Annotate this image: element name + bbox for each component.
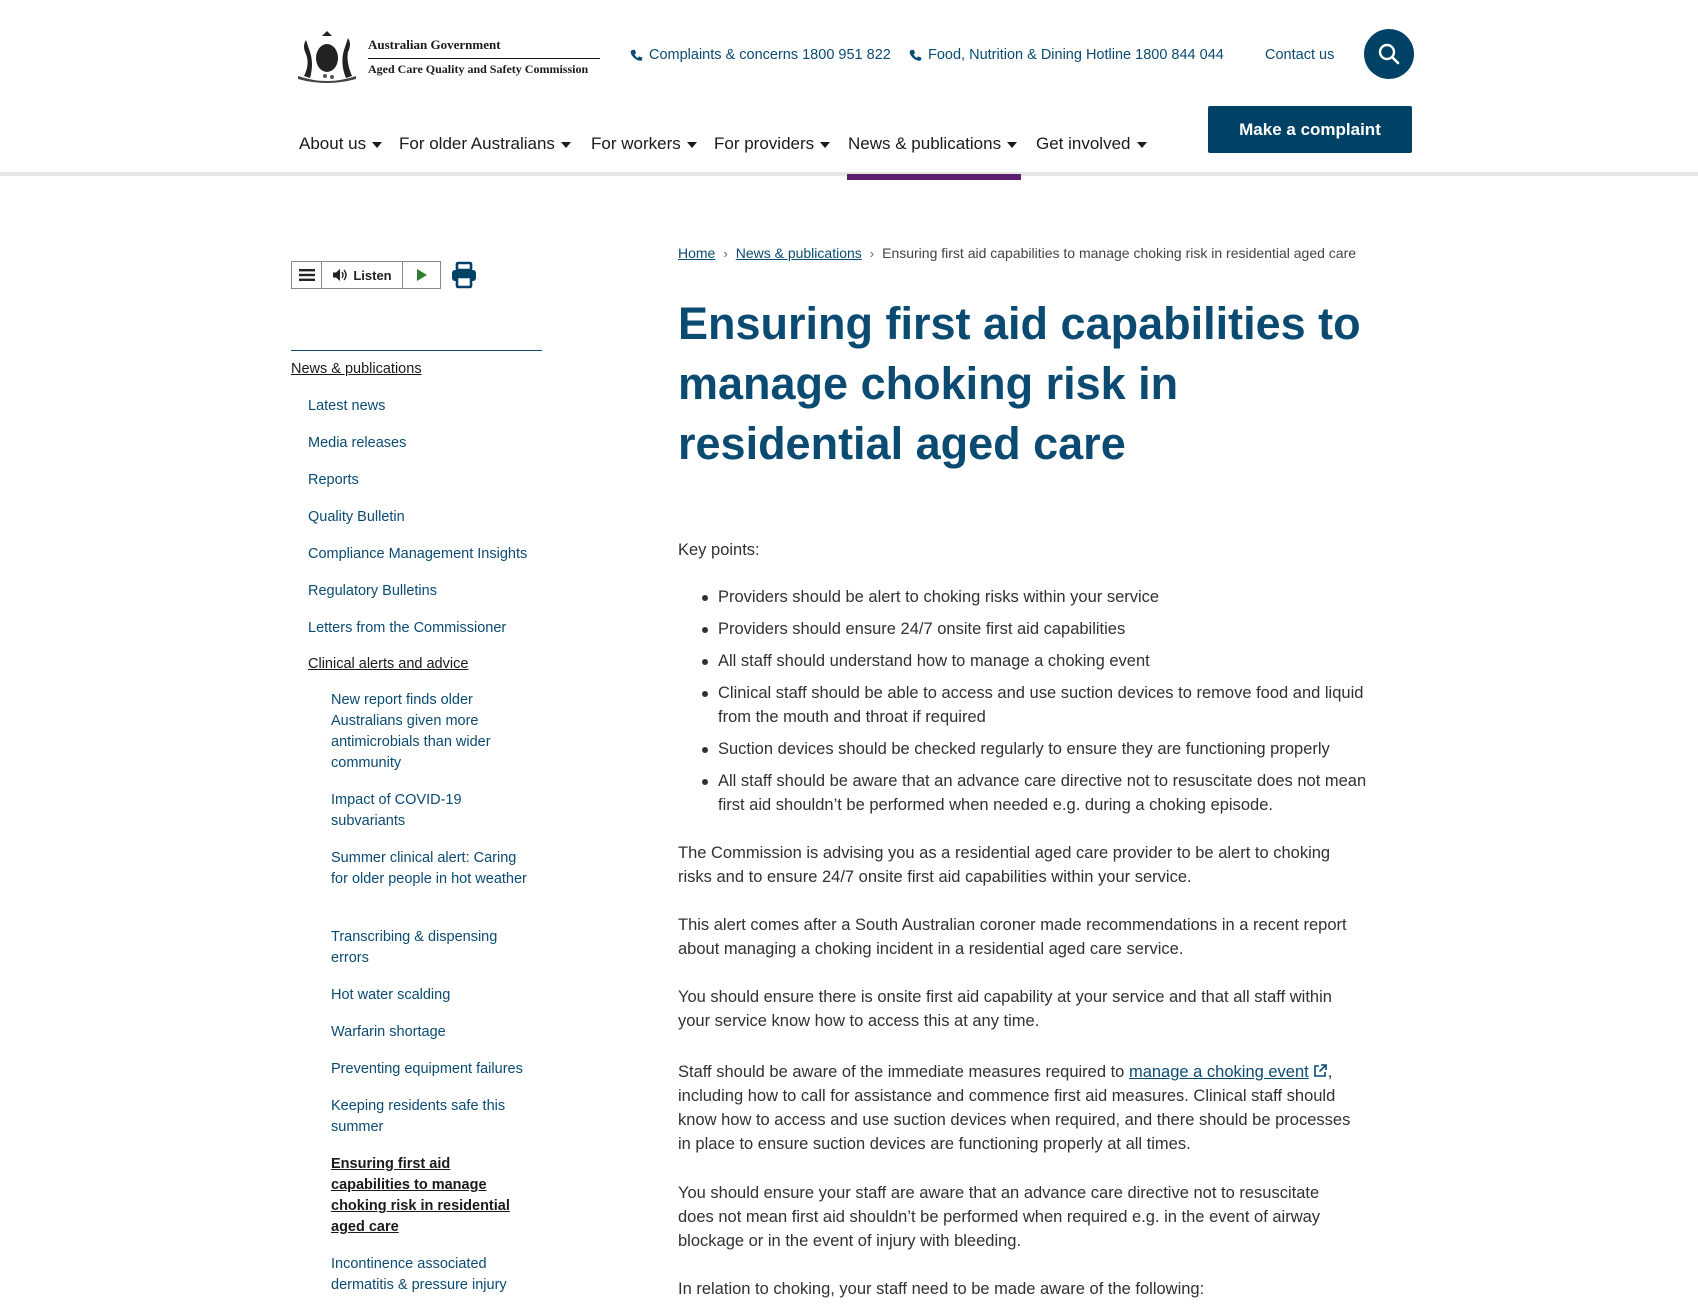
sidenav-subitem[interactable]: Impact of COVID-19 subvariants [331,792,462,829]
sidenav-item[interactable]: Media releases [308,435,407,451]
caret-down-icon [820,142,830,148]
listen-label: Listen [353,267,392,283]
nav-for-older-australians[interactable] [399,134,571,154]
caret-down-icon [561,142,571,148]
sidenav-subitem[interactable]: Transcribing & dispensing errors [331,929,498,966]
sidenav-divider [291,350,542,351]
paragraph [678,1060,1358,1156]
search-icon [1378,43,1400,65]
sidenav-item[interactable]: Letters from the Commissioner [308,620,507,636]
sidenav-item[interactable]: Quality Bulletin [308,509,405,525]
nav-get-involved[interactable] [1036,134,1147,154]
key-points-label: Key points: [678,541,760,559]
sidenav-subitem[interactable]: New report finds older Australians given more antimicrobials than wider community [331,692,491,771]
caret-down-icon [1007,142,1017,148]
page-title: Ensuring first aid capabilities to manage choking risk in residential aged care [678,298,1361,469]
nav-active-indicator [847,174,1021,180]
nav-label: For workers [591,134,681,153]
paragraph: You should ensure there is onsite first aid capability at your service and that all staff within your service know how to access this at any time. [678,988,1332,1030]
sidenav-subitem[interactable]: Preventing equipment failures [331,1061,523,1077]
key-points-list [718,585,1378,825]
listen-menu-button[interactable] [292,262,322,288]
nav-label: About us [299,134,367,153]
nav-label: For older Australians [399,134,555,153]
sidenav-item[interactable]: Latest news [308,398,386,414]
breadcrumb-current: Ensuring first aid capabilities to manage choking risk in residential aged care [882,245,1357,261]
nav-for-workers[interactable] [591,134,697,154]
site-logo[interactable] [292,30,600,84]
sidenav-item-clinical-alerts[interactable]: Clinical alerts and advice [308,656,469,672]
sidenav-item[interactable]: Regulatory Bulletins [308,583,437,599]
list-item: Clinical staff should be able to access and use suction devices to remove food and liquid from the mouth and throat if required [718,681,1378,729]
list-item: All staff should be aware that an advance care directive not to resuscitate does not mean first aid shouldn’t be performed when needed e.g. during a choking episode. [718,769,1378,817]
paragraph-text: , including how to call for assistance and commence first aid measures. Clinical staff should know how to access and use suction devices when required, and there should be processes in place to ensure suction devices are functioning properly at all times. [678,1063,1351,1153]
sidenav-subitem[interactable]: Warfarin shortage [331,1024,446,1040]
list-item: Providers should ensure 24/7 onsite first aid capabilities [718,617,1378,641]
speaker-icon [332,268,348,282]
caret-down-icon [372,142,382,148]
contact-us-label: Contact us [1265,47,1335,63]
sidenav-subitem[interactable]: Keeping residents safe this summer [331,1098,506,1135]
external-link-icon [1312,1063,1328,1079]
sidenav-subitem[interactable]: Summer clinical alert: Caring for older people in hot weather [331,850,527,887]
search-button[interactable] [1364,29,1414,79]
chevron-right-icon: › [869,245,875,261]
site-header [0,0,1698,176]
make-complaint-button[interactable]: Make a complaint [1208,106,1412,153]
listen-button[interactable] [322,262,403,288]
coat-of-arms-icon [292,30,362,84]
breadcrumb-news-link[interactable]: News & publications [735,245,862,261]
phone-icon [909,49,922,62]
nav-label: Get involved [1036,134,1131,153]
food-hotline-label: Food, Nutrition & Dining Hotline 1800 844 044 [928,47,1224,63]
play-icon [416,268,428,282]
chevron-right-icon: › [723,245,728,261]
complaints-phone-link[interactable] [630,47,891,63]
printer-icon[interactable] [450,261,478,289]
nav-about-us[interactable] [299,134,382,154]
nav-for-providers[interactable] [714,134,830,154]
manage-choking-event-link[interactable]: manage a choking event [1128,1063,1309,1081]
list-item: All staff should understand how to manage a choking event [718,649,1378,673]
breadcrumb [678,245,1356,261]
caret-down-icon [687,142,697,148]
phone-icon [630,49,643,62]
paragraph: In relation to choking, your staff need to be made aware of the following: [678,1280,1205,1298]
list-item: Suction devices should be checked regularly to ensure they are functioning properly [718,737,1378,761]
sidenav-subitem[interactable]: Hot water scalding [331,987,451,1003]
logo-government-name: Australian Government [368,37,600,59]
complaints-phone-label: Complaints & concerns 1800 951 822 [649,47,891,63]
nav-label: News & publications [848,134,1002,153]
caret-down-icon [1137,142,1147,148]
sidenav-parent-link[interactable]: News & publications [291,361,422,377]
food-hotline-link[interactable] [909,47,1224,63]
listen-toolbar [291,261,441,289]
contact-us-link[interactable] [1265,47,1334,63]
logo-commission-name: Aged Care Quality and Safety Commission [368,62,589,76]
play-button[interactable] [403,262,440,288]
paragraph: You should ensure your staff are aware that an advance care directive not to resuscitate does not mean first aid shouldn’t be performed when required e.g. in the event of airway blockage or in the event of injury with bleeding. [678,1184,1321,1250]
hamburger-menu-icon [299,269,315,281]
paragraph: This alert comes after a South Australian coroner made recommendations in a recent report about managing a choking incident in a residential aged care service. [678,916,1347,958]
nav-label: For providers [714,134,815,153]
paragraph-text: Staff should be aware of the immediate measures required to [678,1063,1129,1081]
list-item: Providers should be alert to choking risks within your service [718,585,1378,609]
nav-news-publications[interactable] [848,134,1017,154]
sidenav-subitem-current[interactable]: Ensuring first aid capabilities to manage choking risk in residential aged care [331,1156,510,1235]
sidenav-item[interactable]: Reports [308,472,359,488]
paragraph: The Commission is advising you as a residential aged care provider to be alert to choking risks and to ensure 24/7 onsite first aid capabilities within your service. [678,844,1331,886]
sidenav-item[interactable]: Compliance Management Insights [308,546,528,562]
sidenav-subitem[interactable]: Incontinence associated dermatitis & pressure injury [331,1256,507,1293]
breadcrumb-home-link[interactable]: Home [678,245,716,261]
